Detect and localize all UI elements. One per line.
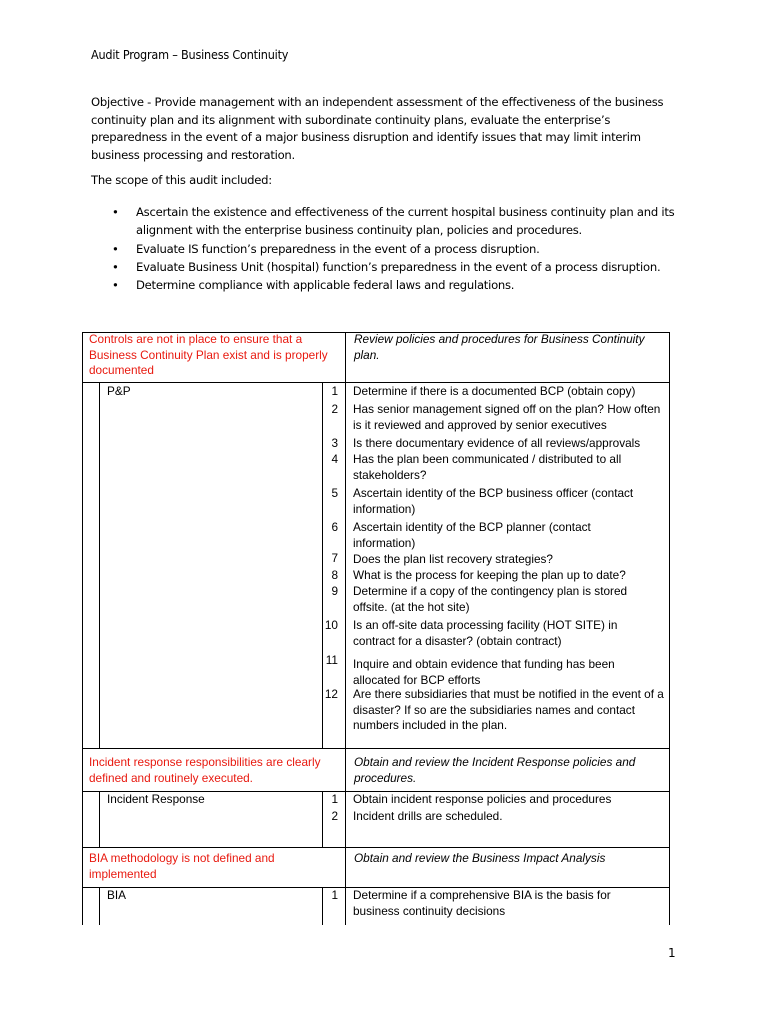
control-statement: Incident response responsibilities are clearly defined and routinely executed. [89,755,321,785]
scope-item: • Determine compliance with applicable federal laws and regulations. [112,276,682,294]
step-number: 1 [331,888,338,902]
step-text: Has senior management signed off on the plan? How often is it reviewed and approved by senior executives [353,402,661,432]
bullet-icon: • [112,278,119,293]
control-statement: Controls are not in place to ensure that a Business Continuity Plan exist and is properly documented [89,332,328,377]
step-number: 9 [331,584,338,598]
audit-objective: Review policies and procedures for Business Continuity plan. [354,332,645,362]
bullet-icon: • [112,259,119,274]
audit-objective: Obtain and review the Incident Response policies and procedures. [354,755,636,785]
scope-list [112,203,682,294]
step-number: 7 [331,551,338,565]
area-label: Incident Response [107,792,205,806]
scope-item: • Ascertain the existence and effectiveness of the current hospital business continuity plan and its alignment with the enterprise business continuity plan, policies and procedures. [112,205,675,238]
step-text: Inquire and obtain evidence that funding has been allocated for BCP efforts [353,657,615,687]
step-text: Ascertain identity of the BCP planner (contact information) [353,520,591,550]
step-text: Obtain incident response policies and procedures [353,792,612,806]
step-number: 1 [331,384,338,398]
step-text: Determine if there is a documented BCP (obtain copy) [353,384,636,398]
step-text: Is there documentary evidence of all reviews/approvals [353,436,641,450]
area-label: BIA [107,888,127,902]
bullet-icon: • [112,241,119,256]
step-text: Does the plan list recovery strategies? [353,552,553,566]
step-number: 3 [331,436,338,450]
step-number: 4 [331,452,338,466]
step-text: Ascertain identity of the BCP business officer (contact information) [353,486,634,516]
step-number: 1 [331,792,338,806]
objective-paragraph: Objective - Provide management with an independent assessment of the effectiveness of the business continuity plan and its alignment with subordinate continuity plans, evaluate the enterprise’s preparedness in the event of a major business disruption and identify issues that may limit interim business processing and restoration. [91,95,664,162]
step-text: Incident drills are scheduled. [353,809,503,823]
area-label: P&P [107,384,131,398]
step-text: What is the process for keeping the plan up to date? [353,568,626,582]
scope-item: • Evaluate Business Unit (hospital) function’s preparedness in the event of a process disruption. [112,258,682,276]
step-number: 8 [331,568,338,582]
step-number: 5 [331,486,338,500]
scope-heading: The scope of this audit included: [91,173,272,187]
step-number: 12 [324,687,338,701]
step-text: Has the plan been communicated / distributed to all stakeholders? [353,452,622,482]
bullet-icon: • [112,205,119,219]
step-text: Determine if a comprehensive BIA is the basis for business continuity decisions [353,888,611,918]
step-number: 10 [324,618,338,632]
step-text: Determine if a copy of the contingency plan is stored offsite. (at the hot site) [353,584,628,614]
step-number: 2 [331,402,338,416]
step-text: Are there subsidiaries that must be notified in the event of a disaster? If so are the subsidiaries names and contact numbers included in the plan. [353,687,664,732]
step-number: 11 [325,653,338,667]
page-number: 1 [668,946,676,960]
step-number: 2 [331,809,338,823]
scope-item: • Evaluate IS function’s preparedness in the event of a process disruption. [112,240,682,258]
audit-objective: Obtain and review the Business Impact Analysis [354,851,606,865]
step-text: Is an off-site data processing facility (HOT SITE) in contract for a disaster? (obtain contract) [353,618,618,648]
step-number: 6 [331,520,338,534]
document-title: Audit Program – Business Continuity [91,47,289,62]
control-statement: BIA methodology is not defined and implemented [89,851,275,881]
